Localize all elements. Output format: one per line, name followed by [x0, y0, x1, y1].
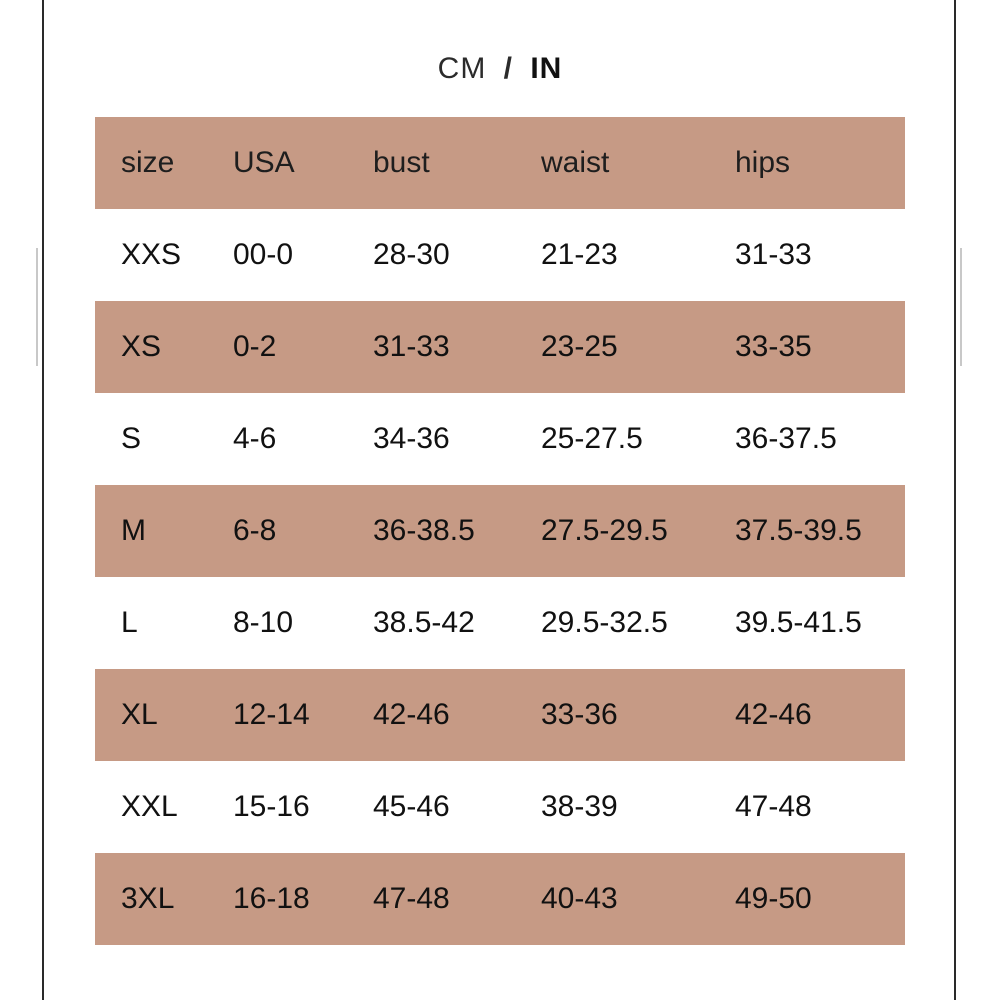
table-row	[95, 485, 905, 577]
table-header-row	[95, 117, 905, 209]
waist-cell: 40-43	[541, 882, 618, 915]
table-row	[95, 209, 905, 301]
bust-cell: 31-33	[373, 330, 450, 363]
header-size: size	[121, 146, 175, 179]
size-cell: XS	[121, 330, 162, 363]
bust-cell: 45-46	[373, 790, 450, 823]
bust-cell: 47-48	[373, 882, 450, 915]
size-cell: S	[121, 422, 142, 455]
hips-cell: 49-50	[735, 882, 812, 915]
header-waist: waist	[541, 146, 610, 179]
header-hips: hips	[735, 146, 791, 179]
unit-in-option[interactable]: IN	[530, 52, 563, 85]
waist-cell: 23-25	[541, 330, 618, 363]
hips-cell: 37.5-39.5	[735, 514, 862, 547]
size-cell: M	[121, 514, 146, 547]
unit-cm-option[interactable]: CM	[437, 52, 487, 85]
waist-cell: 38-39	[541, 790, 618, 823]
usa-cell: 12-14	[233, 698, 310, 731]
usa-cell: 15-16	[233, 790, 310, 823]
usa-cell: 4-6	[233, 422, 277, 455]
table-row	[95, 761, 905, 853]
usa-cell: 8-10	[233, 606, 294, 639]
size-cell: L	[121, 606, 138, 639]
bust-cell: 28-30	[373, 238, 450, 271]
usa-cell: 0-2	[233, 330, 277, 363]
table-row	[95, 577, 905, 669]
size-cell: 3XL	[121, 882, 175, 915]
size-cell: XXS	[121, 238, 182, 271]
waist-cell: 25-27.5	[541, 422, 643, 455]
waist-cell: 29.5-32.5	[541, 606, 668, 639]
size-cell: XXL	[121, 790, 178, 823]
table-row	[95, 301, 905, 393]
header-usa: USA	[233, 146, 295, 179]
usa-cell: 6-8	[233, 514, 277, 547]
table-row	[95, 853, 905, 945]
waist-cell: 21-23	[541, 238, 618, 271]
header-bust: bust	[373, 146, 430, 179]
usa-cell: 16-18	[233, 882, 310, 915]
size-table	[95, 117, 905, 945]
hips-cell: 36-37.5	[735, 422, 837, 455]
unit-toggle	[0, 52, 1000, 86]
table-row	[95, 669, 905, 761]
unit-separator: /	[503, 52, 513, 85]
hips-cell: 31-33	[735, 238, 812, 271]
waist-cell: 27.5-29.5	[541, 514, 668, 547]
usa-cell: 00-0	[233, 238, 294, 271]
size-cell: XL	[121, 698, 158, 731]
scroll-edge-right	[960, 248, 962, 366]
table-row	[95, 393, 905, 485]
hips-cell: 47-48	[735, 790, 812, 823]
hips-cell: 39.5-41.5	[735, 606, 862, 639]
bust-cell: 38.5-42	[373, 606, 475, 639]
waist-cell: 33-36	[541, 698, 618, 731]
bust-cell: 36-38.5	[373, 514, 475, 547]
bust-cell: 42-46	[373, 698, 450, 731]
hips-cell: 42-46	[735, 698, 812, 731]
scroll-edge-left	[36, 248, 38, 366]
hips-cell: 33-35	[735, 330, 812, 363]
bust-cell: 34-36	[373, 422, 450, 455]
